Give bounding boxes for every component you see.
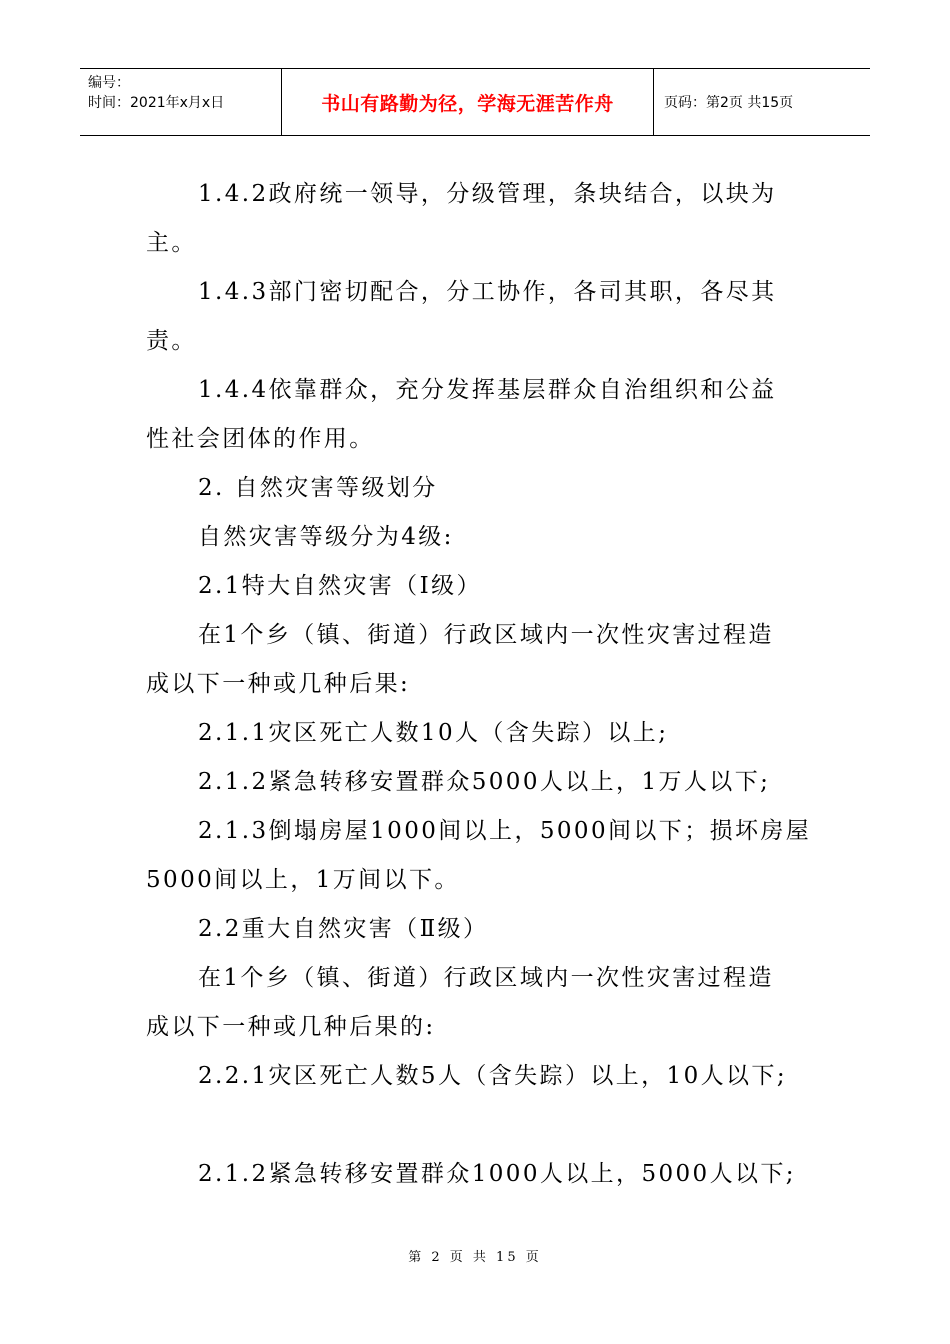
paragraph-2-1-intro-cont: 成以下一种或几种后果: xyxy=(146,671,411,697)
section-heading-2: 2. 自然灾害等级划分 xyxy=(198,475,438,501)
document-body xyxy=(146,170,818,1199)
document-number-label: 编号： xyxy=(88,75,130,91)
document-time-label: 时间：2021年x月x日 xyxy=(88,95,225,111)
paragraph-1-4-4-cont: 性社会团体的作用。 xyxy=(146,426,375,452)
paragraph-2-1-2-repeat: 2.1.2紧急转移安置群众1000人以上，5000人以下; xyxy=(198,1161,796,1187)
paragraph-2-1-3: 2.1.3倒塌房屋1000间以上，5000间以下；损坏房屋 xyxy=(198,818,812,844)
paragraph-1-4-4: 1.4.4依靠群众，充分发挥基层群众自治组织和公益 xyxy=(198,377,777,403)
paragraph-2-2-intro: 在1个乡（镇、街道）行政区域内一次性灾害过程造 xyxy=(198,965,774,991)
paragraph-2-2-1: 2.2.1灾区死亡人数5人（含失踪）以上，10人以下; xyxy=(198,1063,787,1089)
header-motto: 书山有路勤为径，学海无涯苦作舟 xyxy=(282,69,654,135)
paragraph-2-1-2: 2.1.2紧急转移安置群众5000人以上，1万人以下; xyxy=(198,769,771,795)
header-page-info: 页码：第2页 共15页 xyxy=(664,95,794,111)
heading-2-2: 2.2重大自然灾害（Ⅱ级） xyxy=(198,916,489,942)
heading-2-1: 2.1特大自然灾害（Ⅰ级） xyxy=(198,573,482,599)
paragraph-levels: 自然灾害等级分为4级: xyxy=(198,524,454,550)
paragraph-1-4-2: 1.4.2政府统一领导，分级管理，条块结合，以块为 xyxy=(198,181,777,207)
paragraph-2-1-3-cont: 5000间以上，1万间以下。 xyxy=(146,867,460,893)
paragraph-gap xyxy=(146,1101,818,1150)
page-footer: 第 2 页 共 15 页 xyxy=(408,1250,542,1265)
paragraph-2-1-intro: 在1个乡（镇、街道）行政区域内一次性灾害过程造 xyxy=(198,622,774,648)
paragraph-1-4-2-cont: 主。 xyxy=(146,230,197,256)
page-header xyxy=(80,68,870,136)
paragraph-2-1-1: 2.1.1灾区死亡人数10人（含失踪）以上; xyxy=(198,720,669,746)
paragraph-2-2-intro-cont: 成以下一种或几种后果的: xyxy=(146,1014,436,1040)
paragraph-1-4-3-cont: 责。 xyxy=(146,328,197,354)
paragraph-1-4-3: 1.4.3部门密切配合，分工协作，各司其职，各尽其 xyxy=(198,279,777,305)
header-meta xyxy=(80,69,282,135)
